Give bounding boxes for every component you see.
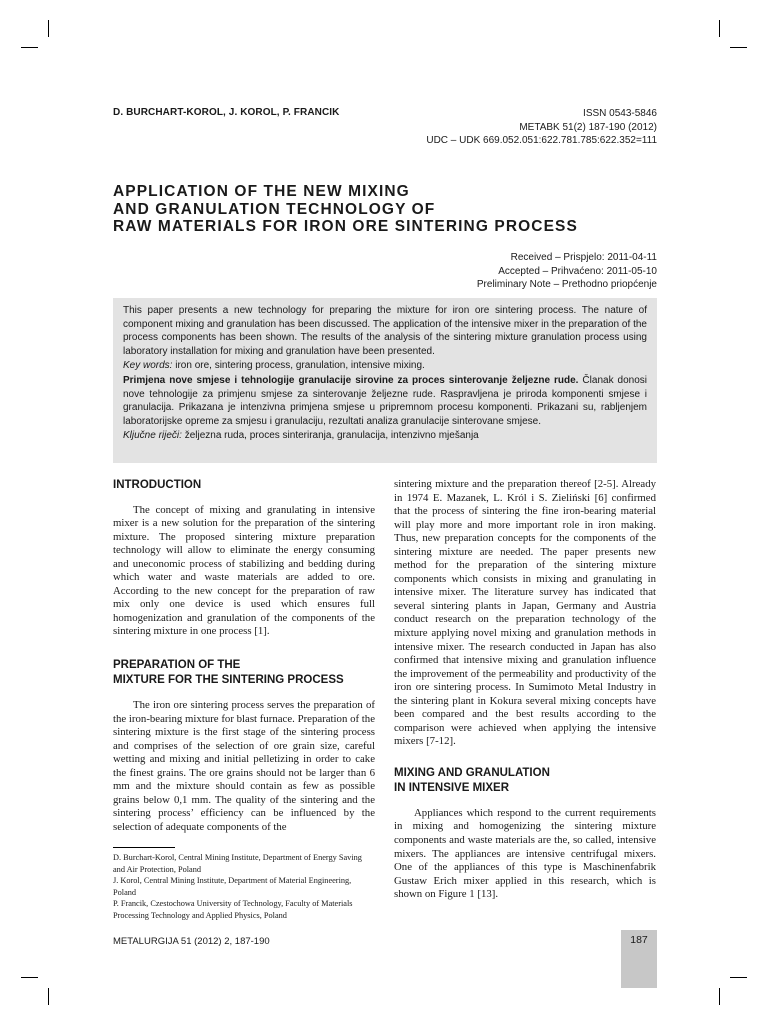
crop-mark [21, 47, 38, 48]
footnote: J. Korol, Central Mining Institute, Department of Material Engineering, Poland [113, 876, 352, 897]
paragraph: The iron ore sintering process serves the preparation of the iron-bearing mixture for blast furnace. Preparation of the sintering mixture is the first stage of the sintering process and comprises of the selection of ore grain size, careful wetting and mixing and initial pelletizing in order to cake the finest grains. The ore grains should not be larger than 6 mm and the mixture should contain as few as possible grains below 0,1 mm. The quality of the sintering and the sintering process’ efficiency can be influenced by the selection of adequate components of the [113, 698, 375, 833]
udc: UDC – UDK 669.052.051:622.781.785:622.352=111 [426, 135, 657, 146]
crop-mark [730, 47, 747, 48]
authors: D. BURCHART-KOROL, J. KOROL, P. FRANCIK [113, 107, 340, 118]
accepted-date: Accepted – Prihvaćeno: 2011-05-10 [498, 265, 657, 277]
left-column [113, 478, 375, 834]
crop-mark [21, 977, 38, 978]
crop-mark [719, 20, 720, 37]
publication-meta [426, 107, 657, 148]
keywords-label: Key words: [123, 360, 173, 372]
footnote: P. Francik, Czestochowa University of Technology, Faculty of Materials Processing Technology and Applied Physics, Poland [113, 899, 353, 920]
crop-mark [48, 20, 49, 37]
heading-line: PREPARATION OF THE [113, 658, 241, 671]
paragraph: sintering mixture and the preparation thereof [2-5]. Already in 1974 E. Mazanek, L. Król i S. Zieliński [6] confirmed that the process of sintering the fine iron-bearing material will play more and more important role in iron making. Thus, new preparation concepts for the components of the sintering mixture are needed. The paper presents new method for the preparation of the sintering mixture components which consists in mixing and granulating in intensive mixer. The literature survey has indicated that several sintering plants in Japan, Germany and Austria conduct research on the preparation technology of the mixture applying novel mixing and granulation methods in intensive mixer. The research conducted in Japan has also confirmed that intensive mixing and granulation influence the improvement of the permeability and productivity of the iron ore sintering process. In Sumimoto Metal Industry in the sintering plant in Kokura several mixing concepts have been compared and the best results according to the comparison were achieved when applying the intensive mixers [7-12]. [394, 478, 656, 748]
issn: ISSN 0543-5846 [583, 108, 657, 119]
footnote: D. Burchart-Korol, Central Mining Institute, Department of Energy Saving and Air Protection, Poland [113, 853, 362, 874]
paragraph: Appliances which respond to the current requirements in mixing and homogenizing the sintering mixture components and waste materials are the, so called, intensive mixers. The appliances are intensive centrifugal mixers. One of the appliances of this type is Maschinenfabrik Gustaw Erich mixer applied in this research, which is shown on Figure 1 [13]. [394, 806, 656, 901]
abstract-croatian [123, 374, 647, 428]
croatian-keywords-list: željezna ruda, proces sinteriranja, granulacija, intenzivno mješanja [181, 430, 479, 442]
crop-mark [48, 988, 49, 1005]
received-date: Received – Prispjelo: 2011-04-11 [510, 252, 657, 263]
keywords [123, 359, 647, 373]
metabk: METABK 51(2) 187-190 (2012) [519, 121, 657, 133]
title-line: RAW MATERIALS FOR IRON ORE SINTERING PROCESS [113, 218, 578, 235]
croatian-keywords [123, 429, 647, 443]
page-number: 187 [630, 934, 648, 946]
abstract-text: This paper presents a new technology for preparing the mixture for iron ore sintering process. The nature of component mixing and granulation has been discussed. The application of the intensive mixer in the preparation of the process components has been shown. The results of the analysis of the sintering mixture granulation process using laboratory installation for mixing and granulation have been presented. [123, 305, 647, 357]
footnote-rule [113, 847, 175, 848]
section-heading-introduction: INTRODUCTION [113, 479, 202, 491]
abstract-box [113, 298, 657, 463]
title-line: APPLICATION OF THE NEW MIXING [113, 183, 410, 200]
section-heading-preparation [113, 658, 375, 689]
heading-line: MIXING AND GRANULATION [394, 766, 550, 779]
keywords-list: iron ore, sintering process, granulation, intensive mixing. [172, 360, 425, 372]
section-heading-mixing [394, 766, 656, 797]
paragraph: The concept of mixing and granulating in intensive mixer is a new solution for the preparation of the sintering mixture. The proposed sintering mixture preparation technology will allow to eliminate the energy consuming and uneconomic process of stabilizing and bedding during which water and waste materials are added to ore. According to the new concept for the preparation of raw mix only one device is used which ensures full homogenization and granulation of the components of the sintering mixture in one process [1]. [113, 503, 375, 638]
article-dates [477, 251, 657, 292]
heading-line: IN INTENSIVE MIXER [394, 782, 510, 795]
article-type: Preliminary Note – Prethodno priopćenje [476, 279, 657, 290]
journal-footer: METALURGIJA 51 (2012) 2, 187-190 [113, 936, 270, 947]
crop-mark [730, 977, 747, 978]
croatian-keywords-label: Ključne riječi: [123, 430, 182, 442]
paper-title [113, 183, 578, 236]
croatian-text: Članak donosi nove tehnologije za primjenu smjese za sinterovanje željezne rude. Raspravljena je priroda komponenti smjese i granulacija. Prikazana je intenzivna primjena smjese u pripremnom procesu komponenti. Prikazani su, rabljenjem laboratorijske opreme za smjesu i granulaciju, rezultati analiza granulacije sinterovane smjese. [123, 374, 647, 427]
title-line: AND GRANULATION TECHNOLOGY OF [113, 200, 436, 218]
right-column [394, 478, 656, 902]
croatian-title: Primjena nove smjese i tehnologije granulacije sirovine za proces sinterovanje željezne rude. [123, 374, 579, 386]
heading-line: MIXTURE FOR THE SINTERING PROCESS [113, 674, 344, 687]
footnotes [113, 852, 375, 921]
crop-mark [719, 988, 720, 1005]
